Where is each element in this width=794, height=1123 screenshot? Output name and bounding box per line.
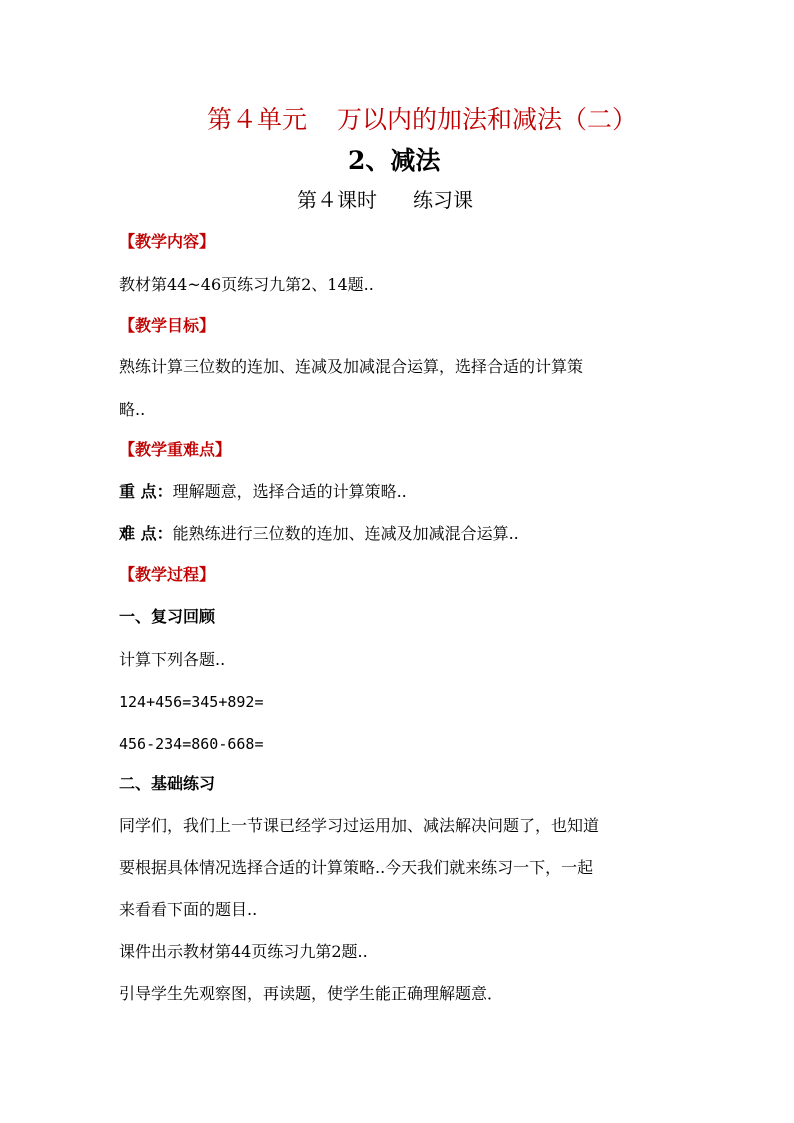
paragraph-1-line-2: 要根据具体情况选择合适的计算策略..今天我们就来练习一下，一起	[119, 858, 594, 877]
key-point-text: 理解题意，选择合适的计算策略..	[172, 482, 407, 501]
part-1-title: 一、复习回顾	[119, 607, 216, 626]
part-2-title: 二、基础练习	[119, 774, 216, 793]
part-1-intro: 计算下列各题..	[119, 650, 226, 669]
lesson-number: 第４课时	[297, 188, 377, 212]
content-heading: 【教学内容】	[119, 232, 216, 251]
objectives-heading: 【教学目标】	[119, 316, 216, 335]
lesson-title	[297, 186, 473, 214]
paragraph-1-line-3: 来看看下面的题目..	[119, 900, 258, 919]
objectives-line-2: 略..	[119, 400, 146, 419]
paragraph-1-line-1: 同学们，我们上一节课已经学习过运用加、减法解决问题了，也知道	[119, 816, 600, 835]
paragraph-3: 引导学生先观察图，再读题，使学生能正确理解题意．	[119, 984, 504, 1003]
difficult-point-text: 能熟练进行三位数的连加、连减及加减混合运算..	[172, 524, 519, 543]
difficult-point-label: 难 点：	[119, 524, 173, 543]
process-heading: 【教学过程】	[119, 565, 216, 584]
key-point-row	[119, 482, 407, 502]
difficult-point-row	[119, 524, 519, 544]
unit-name: 万以内的加法和减法（二）	[337, 105, 638, 134]
exercise-line-2: 456-234=860-668=	[119, 735, 264, 753]
objectives-line-1: 熟练计算三位数的连加、连减及加减混合运算，选择合适的计算策	[119, 357, 584, 376]
key-point-label: 重 点：	[119, 482, 173, 501]
paragraph-2: 课件出示教材第44页练习九第2题..	[119, 942, 368, 961]
unit-label: 第４单元	[207, 105, 308, 134]
unit-title	[207, 104, 637, 136]
lesson-name: 练习课	[413, 188, 473, 212]
exercise-line-1: 124+456=345+892=	[119, 693, 264, 711]
content-text: 教材第44~46页练习九第2、14题..	[119, 275, 374, 294]
key-points-heading: 【教学重难点】	[119, 440, 232, 459]
section-title: 2、减法	[348, 146, 441, 175]
